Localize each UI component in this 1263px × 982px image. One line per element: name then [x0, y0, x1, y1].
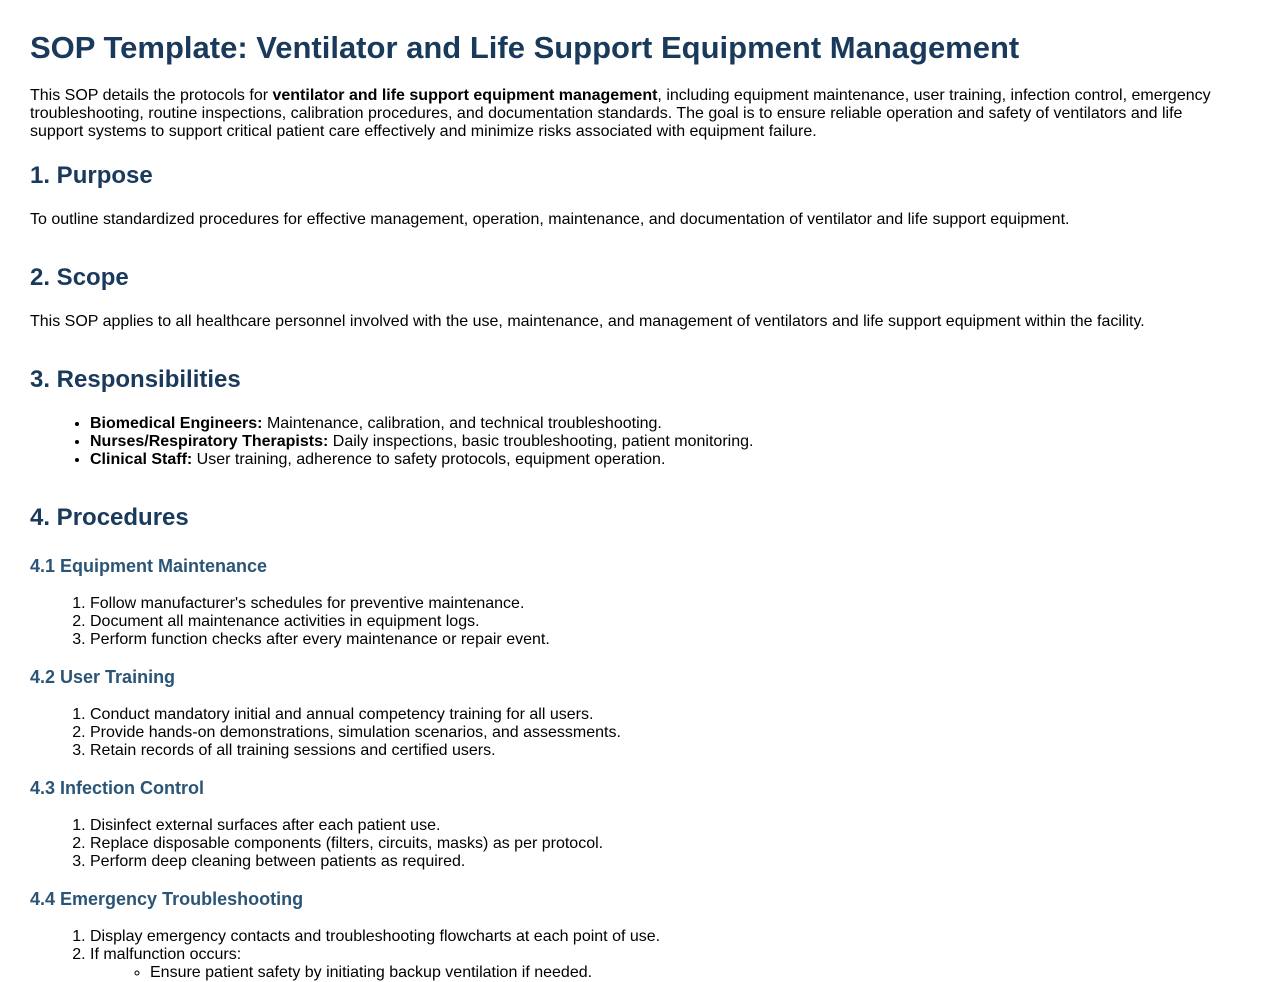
list-item: 2. Provide hands-on demonstrations, simulation scenarios, and assessments.: [90, 724, 1233, 742]
list-item: 1. Disinfect external surfaces after each patient use.: [90, 817, 1233, 835]
troubleshooting-heading: 4.4 Emergency Troubleshooting: [30, 889, 304, 909]
scope-text: This SOP applies to all healthcare personnel involved with the use, maintenance, and management of ventilators and life support equipment within the facility.: [30, 313, 1145, 330]
maintenance-heading: 4.1 Equipment Maintenance: [30, 556, 268, 576]
purpose-heading: 1. Purpose: [30, 162, 153, 189]
list-item: 1. Display emergency contacts and troubleshooting flowcharts at each point of use.: [90, 928, 1233, 946]
procedures-heading: 4. Procedures: [30, 504, 189, 531]
procedures-section: [30, 504, 1233, 982]
training-heading: 4.2 User Training: [30, 667, 176, 687]
list-item: 3. Perform function checks after every maintenance or repair event.: [90, 631, 1233, 649]
intro-text-before: This SOP details the protocols for: [30, 87, 273, 104]
maintenance-steps: [30, 595, 1233, 649]
training-steps: [30, 706, 1233, 760]
list-item: ◦ Ensure patient safety by initiating backup ventilation if needed.: [150, 964, 1233, 982]
role-duty: Daily inspections, basic troubleshooting, patient monitoring.: [328, 433, 754, 450]
list-item-text: If malfunction occurs:: [90, 946, 242, 963]
troubleshooting-steps: [30, 928, 1233, 982]
role-duty: Maintenance, calibration, and technical troubleshooting.: [262, 415, 662, 432]
list-item: 3. Retain records of all training sessions and certified users.: [90, 742, 1233, 760]
responsibilities-section: [30, 366, 1233, 469]
purpose-text: To outline standardized procedures for effective management, operation, maintenance, and documentation of ventilator and life support equipment.: [30, 211, 1070, 228]
role-label: Clinical Staff:: [90, 451, 193, 468]
intro-paragraph: [30, 87, 1233, 141]
list-item: [90, 415, 1233, 433]
scope-section: [30, 264, 1233, 331]
infection-control-heading: 4.3 Infection Control: [30, 778, 205, 798]
list-item: 3. Perform deep cleaning between patients as required.: [90, 853, 1233, 871]
malfunction-substeps: [90, 964, 1233, 982]
list-item: 1. Follow manufacturer's schedules for preventive maintenance.: [90, 595, 1233, 613]
responsibilities-list: [30, 415, 1233, 469]
role-label: Biomedical Engineers:: [90, 415, 263, 432]
list-item: [90, 946, 1233, 982]
page-title: SOP Template: Ventilator and Life Support Equipment Management: [30, 30, 1020, 65]
intro-text-after: , including equipment maintenance, user training, infection control, emergency troubleshooting, routine inspections, calibration procedures, and documentation standards. The goal is to ensure reliable operation and safety of ventilators and life support systems to support critical patient care effectively and minimize risks associated with equipment failure.: [30, 87, 1211, 140]
scope-heading: 2. Scope: [30, 264, 129, 291]
responsibilities-heading: 3. Responsibilities: [30, 366, 241, 393]
infection-control-steps: [30, 817, 1233, 871]
list-item: 2. Document all maintenance activities in equipment logs.: [90, 613, 1233, 631]
list-item: [90, 433, 1233, 451]
intro-text-bold: ventilator and life support equipment management: [272, 87, 658, 104]
role-duty: User training, adherence to safety protocols, equipment operation.: [192, 451, 666, 468]
list-item: [90, 451, 1233, 469]
role-label: Nurses/Respiratory Therapists:: [90, 433, 329, 450]
list-item: 2. Replace disposable components (filters, circuits, masks) as per protocol.: [90, 835, 1233, 853]
purpose-section: [30, 162, 1233, 229]
list-item: 1. Conduct mandatory initial and annual competency training for all users.: [90, 706, 1233, 724]
